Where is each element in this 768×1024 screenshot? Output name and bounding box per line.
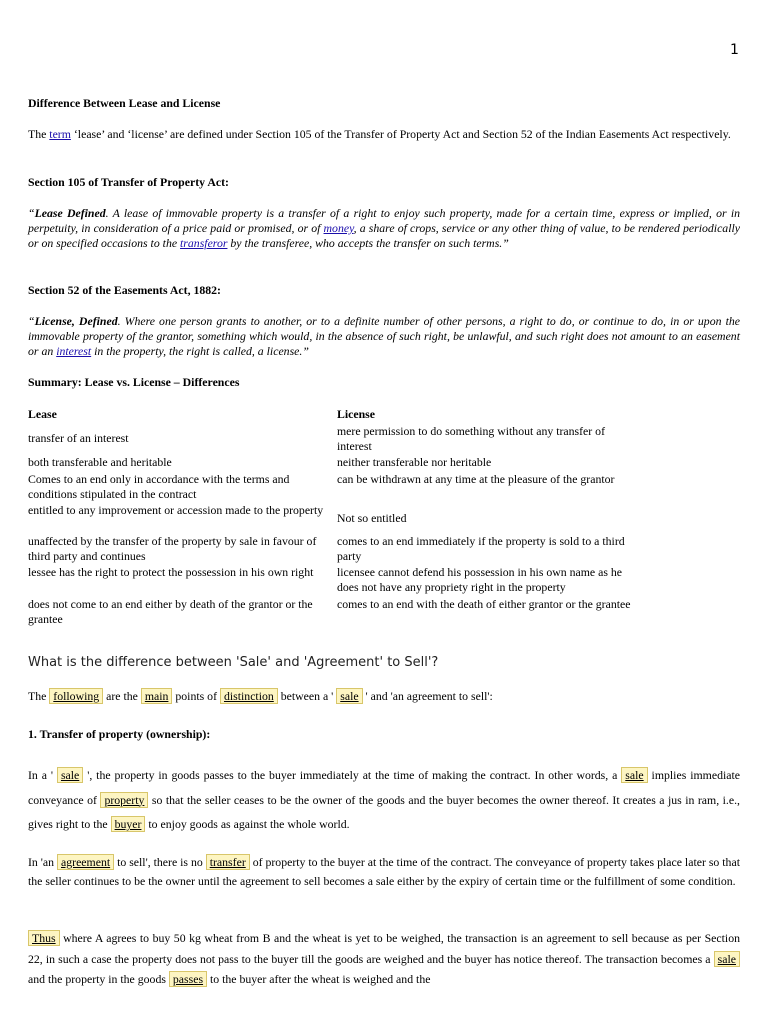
table-cell-license: Not so entitled xyxy=(337,511,407,525)
text: The xyxy=(28,689,50,703)
text: In 'an xyxy=(28,855,57,869)
table-cell-license: licensee cannot defend his possession in his own name as he does not have any propriety right in the property xyxy=(337,565,623,594)
intro-paragraph xyxy=(28,127,740,142)
quote-text-1: . A lease of immovable property is a transfer of a right to enjoy such property, made for a certain time, express or implied, or in perpetuity, in consideration of a price paid or promised, or of xyxy=(28,206,741,235)
text: and the property in the goods xyxy=(28,972,169,986)
keyword-link-passes[interactable]: passes xyxy=(169,971,207,987)
transfer-of-property-heading: 1. Transfer of property (ownership): xyxy=(28,727,211,741)
text: are the xyxy=(103,689,141,703)
wheat-example-paragraph xyxy=(28,928,740,990)
transferor-link[interactable]: transferor xyxy=(180,236,228,250)
text: implies immediate conveyance of xyxy=(28,768,740,807)
quote-text-3: by the transferee, who accepts the transfer on such terms.” xyxy=(227,236,509,250)
quote-open: “ xyxy=(28,314,35,328)
column-header-license: License xyxy=(337,407,376,421)
table-cell-lease: lessee has the right to protect the possession in his own right xyxy=(28,565,314,579)
text: to enjoy goods as against the whole world. xyxy=(145,817,350,831)
section-52-heading: Section 52 of the Easements Act, 1882: xyxy=(28,283,221,297)
quote-text-2: in the property, the right is called, a license.” xyxy=(91,344,309,358)
interest-link[interactable]: interest xyxy=(56,344,92,358)
section-105-heading: Section 105 of Transfer of Property Act: xyxy=(28,175,229,189)
keyword-link-buyer[interactable]: buyer xyxy=(111,816,146,832)
text: of property to the buyer at the time of the contract. The conveyance of property takes place later so that the seller continues to be the owner until the agreement to sell becomes a sale either by the expiry of certain time or the fulfillment of some condition. xyxy=(28,855,740,888)
money-link[interactable]: money xyxy=(323,221,354,235)
quote-open: “ xyxy=(28,206,35,220)
intro-text-post: ‘lease’ and ‘license’ are defined under Section 105 of the Transfer of Property Act and Section 52 of the Indian Easements Act respectively. xyxy=(70,127,731,141)
table-cell-lease: Comes to an end only in accordance with the terms and conditions stipulated in the contract xyxy=(28,472,290,501)
text: points of xyxy=(172,689,220,703)
quote-text-2: , a share of crops, service or any other thing of value, to be rendered periodically or on specified occasions to the xyxy=(28,221,740,250)
text: ' and 'an agreement to sell': xyxy=(362,689,493,703)
agreement-paragraph xyxy=(28,853,740,890)
section-52-quote xyxy=(28,314,740,359)
text: so that the seller ceases to be the owner of the goods and the buyer becomes the owner thereof. It creates a jus in ram, i.e., gives right to the xyxy=(28,792,740,831)
keyword-link-distinction[interactable]: distinction xyxy=(220,688,278,704)
text: to the buyer after the wheat is weighed and the xyxy=(207,972,431,986)
table-cell-license: comes to an end immediately if the property is sold to a third party xyxy=(337,534,625,563)
keyword-link-sale[interactable]: sale xyxy=(336,688,362,704)
table-cell-lease: entitled to any improvement or accession made to the property xyxy=(28,503,324,517)
keyword-link-agreement[interactable]: agreement xyxy=(57,854,114,870)
summary-heading: Summary: Lease vs. License – Differences xyxy=(28,375,240,389)
table-cell-license: comes to an end with the death of either grantor or the grantee xyxy=(337,597,631,611)
license-defined-label: License, Defined xyxy=(34,314,118,328)
text: where A agrees to buy 50 kg wheat from B and the wheat is yet to be weighed, the transaction is an agreement to sell because as per Section 22, in such a case the property does not pass to the buyer till the goods are weighed and the buyer has notice thereof. The transaction becomes a xyxy=(28,931,740,966)
table-cell-license: mere permission to do something without any transfer of interest xyxy=(337,424,605,453)
sale-agreement-heading: What is the difference between 'Sale' and 'Agreement' to Sell'? xyxy=(28,655,439,670)
page-number: 1 xyxy=(730,42,739,58)
lease-defined-label: Lease Defined xyxy=(34,206,106,220)
table-cell-lease: transfer of an interest xyxy=(28,431,129,445)
keyword-link-sale[interactable]: sale xyxy=(57,767,83,783)
keyword-link-following[interactable]: following xyxy=(49,688,103,704)
keyword-link-thus[interactable]: Thus xyxy=(28,930,60,946)
term-link[interactable]: term xyxy=(49,127,71,141)
intro-text-pre: The xyxy=(28,127,50,141)
table-cell-lease: both transferable and heritable xyxy=(28,455,172,469)
keyword-link-sale[interactable]: sale xyxy=(621,767,647,783)
quote-text-1: . Where one person grants to another, or to a definite number of other persons, a right to do, or continue to do, in or upon the immovable property of the grantor, something which would, in the absence of such right, be unlawful, and such right does not amount to an easement or an xyxy=(28,314,740,358)
text: between a ' xyxy=(277,689,337,703)
table-cell-lease: unaffected by the transfer of the property by sale in favour of third party and continues xyxy=(28,534,317,563)
table-cell-lease: does not come to an end either by death of the grantor or the grantee xyxy=(28,597,313,626)
column-header-lease: Lease xyxy=(28,407,57,421)
keyword-link-sale[interactable]: sale xyxy=(714,951,740,967)
text: ', the property in goods passes to the buyer immediately at the time of making the contract. In other words, a xyxy=(83,768,622,782)
table-cell-license: neither transferable nor heritable xyxy=(337,455,492,469)
document-title: Difference Between Lease and License xyxy=(28,96,221,110)
sale-paragraph xyxy=(28,763,740,837)
section-105-quote xyxy=(28,206,740,251)
keyword-link-transfer[interactable]: transfer xyxy=(206,854,250,870)
distinction-intro xyxy=(28,688,740,705)
table-cell-license: can be withdrawn at any time at the pleasure of the grantor xyxy=(337,472,615,486)
keyword-link-main[interactable]: main xyxy=(141,688,173,704)
text: to sell', there is no xyxy=(114,855,206,869)
keyword-link-property[interactable]: property xyxy=(100,792,148,808)
text: In a ' xyxy=(28,768,57,782)
